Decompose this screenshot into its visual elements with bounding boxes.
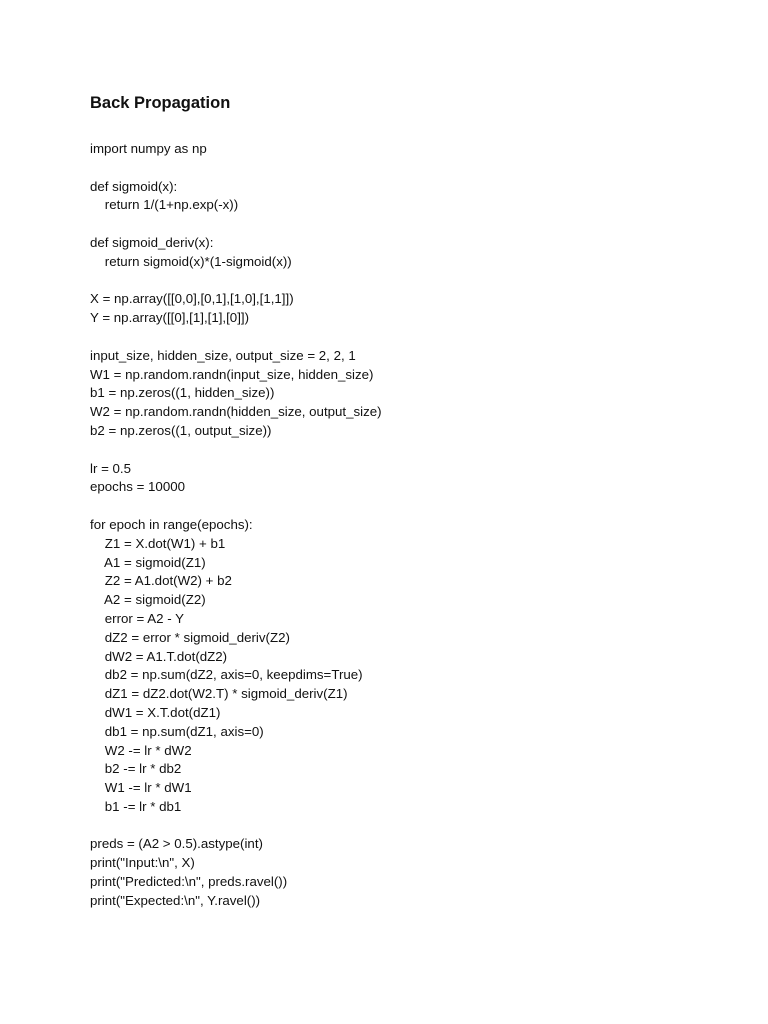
code-line: dZ2 = error * sigmoid_deriv(Z2) (90, 629, 290, 645)
code-line: W1 = np.random.randn(input_size, hidden_size) (90, 366, 374, 382)
code-blank-line (90, 328, 382, 347)
code-line: db2 = np.sum(dZ2, axis=0, keepdims=True) (90, 667, 363, 683)
code-line: W2 -= lr * dW2 (90, 742, 192, 758)
code-line: b1 -= lr * db1 (90, 798, 182, 814)
code-line: lr = 0.5 (90, 460, 132, 476)
code-line: import numpy as np (90, 141, 207, 156)
code-line: error = A2 - Y (90, 610, 184, 626)
code-line: print("Expected:\n", Y.ravel()) (90, 892, 261, 908)
code-line: b1 = np.zeros((1, hidden_size)) (90, 385, 275, 401)
code-line: Z1 = X.dot(W1) + b1 (90, 535, 226, 551)
code-line: W1 -= lr * dW1 (90, 780, 192, 796)
code-line: def sigmoid_deriv(x): (90, 234, 214, 250)
code-line: dW2 = A1.T.dot(dZ2) (90, 648, 228, 664)
code-line: dZ1 = dZ2.dot(W2.T) * sigmoid_deriv(Z1) (90, 686, 348, 702)
code-line: A2 = sigmoid(Z2) (90, 592, 206, 608)
code-blank-line (90, 215, 382, 234)
code-line: b2 -= lr * db2 (90, 761, 182, 777)
code-blank-line (90, 817, 382, 836)
code-line: dW1 = X.T.dot(dZ1) (90, 704, 221, 720)
code-line: b2 = np.zeros((1, output_size)) (90, 422, 272, 438)
code-line: print("Input:\n", X) (90, 855, 195, 871)
code-line: A1 = sigmoid(Z1) (90, 554, 206, 570)
code-line: return sigmoid(x)*(1-sigmoid(x)) (90, 253, 292, 269)
code-line: def sigmoid(x): (90, 178, 178, 194)
document-title: Back Propagation (90, 94, 231, 112)
code-blank-line (90, 272, 382, 291)
code-blank-line (90, 159, 382, 178)
code-blank-line (90, 441, 382, 460)
code-line: print("Predicted:\n", preds.ravel()) (90, 874, 288, 890)
code-line: for epoch in range(epochs): (90, 516, 253, 532)
code-line: input_size, hidden_size, output_size = 2, 2, 1 (90, 347, 356, 363)
code-line: epochs = 10000 (90, 479, 186, 495)
code-line: X = np.array([[0,0],[0,1],[1,0],[1,1]]) (90, 291, 294, 307)
code-line: preds = (A2 > 0.5).astype(int) (90, 836, 263, 852)
code-block (90, 140, 382, 911)
code-line: return 1/(1+np.exp(-x)) (90, 197, 239, 213)
code-line: W2 = np.random.randn(hidden_size, output_size) (90, 404, 382, 420)
code-line: Z2 = A1.dot(W2) + b2 (90, 573, 232, 589)
code-blank-line (90, 497, 382, 516)
code-line: Y = np.array([[0],[1],[1],[0]]) (90, 310, 250, 326)
code-line: db1 = np.sum(dZ1, axis=0) (90, 723, 264, 739)
